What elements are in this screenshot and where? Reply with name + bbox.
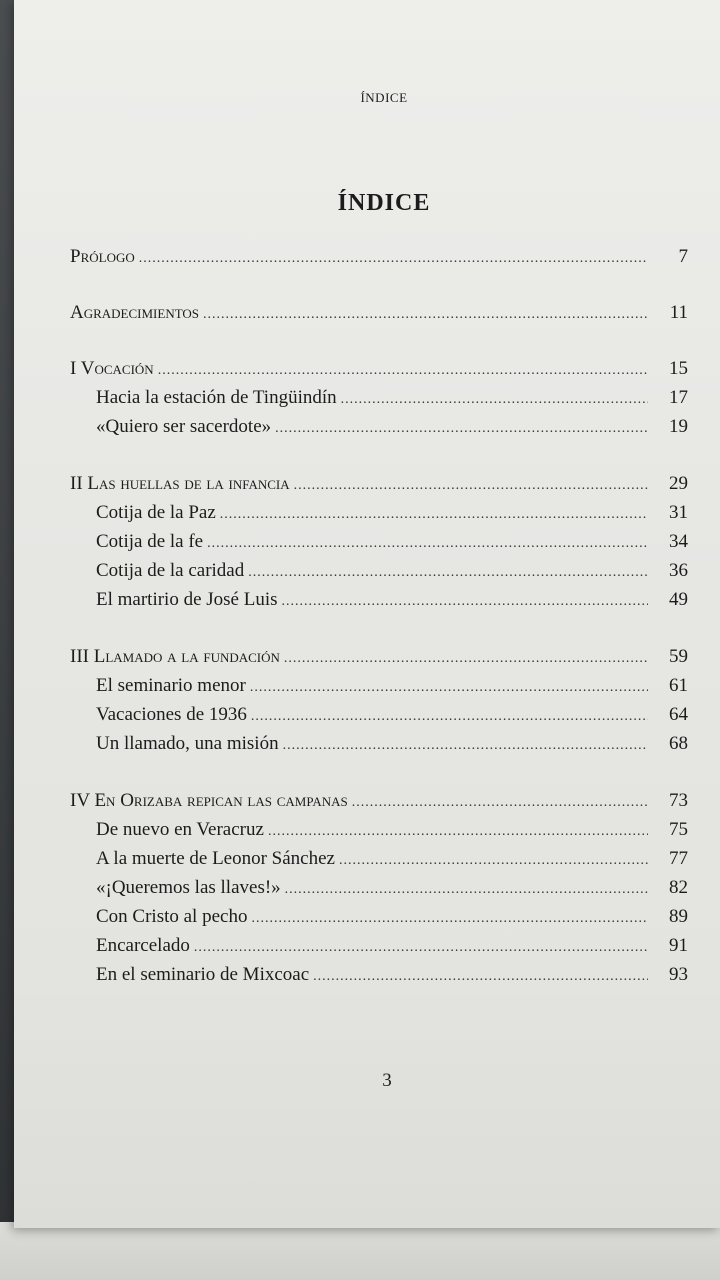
toc-entry-label: El seminario menor <box>96 675 246 696</box>
toc-entry <box>96 904 688 932</box>
toc-entry <box>96 933 688 961</box>
toc-entry-label: I Vocación <box>70 358 154 379</box>
toc-entry-label: «¡Queremos las llaves!» <box>96 877 281 898</box>
toc-entry-label: IV En Orizaba repican las campanas <box>70 790 348 811</box>
toc-entry-page: 7 <box>678 246 688 267</box>
toc-leader-dots <box>284 646 648 672</box>
toc-leader-dots <box>248 560 648 586</box>
toc-leader-dots <box>275 416 648 442</box>
toc-entry-page: 11 <box>669 302 688 323</box>
toc-entry <box>96 731 688 759</box>
toc-entry-label: «Quiero ser sacerdote» <box>96 416 272 437</box>
toc-entry-label: De nuevo en Veracruz <box>96 819 264 840</box>
toc-entry-label: Con Cristo al pecho <box>96 906 248 927</box>
toc-entry-label: En el seminario de Mixcoac <box>96 964 310 985</box>
toc-entry <box>96 385 688 413</box>
page-number: 3 <box>382 1070 392 1091</box>
toc-entry-label: Prólogo <box>70 246 135 267</box>
toc-entry-page: 29 <box>669 473 688 494</box>
toc-entry-page: 93 <box>669 964 688 985</box>
toc-entry <box>96 529 688 557</box>
toc-entry-page: 49 <box>669 589 688 610</box>
toc-leader-dots <box>207 531 648 557</box>
toc-entry-page: 15 <box>669 358 688 379</box>
toc-entry-label: Encarcelado <box>96 935 190 956</box>
toc-entry-page: 68 <box>669 733 688 754</box>
toc-entry <box>70 471 688 499</box>
toc-leader-dots <box>339 848 648 874</box>
toc-entry <box>96 846 688 874</box>
toc-entry-label: III Llamado a la fundación <box>70 646 280 667</box>
toc-leader-dots <box>139 246 648 272</box>
toc-entry-page: 77 <box>669 848 688 869</box>
toc-entry <box>70 644 688 672</box>
toc-entry <box>96 414 688 442</box>
toc-entry-page: 73 <box>669 790 688 811</box>
toc-entry-label: Hacia la estación de Tingüindín <box>96 387 337 408</box>
toc-leader-dots <box>158 358 648 384</box>
running-head: ÍNDICE <box>360 90 408 105</box>
toc-leader-dots <box>282 589 648 615</box>
toc-entry-label: Vacaciones de 1936 <box>96 704 247 725</box>
toc-entry <box>96 875 688 903</box>
toc-leader-dots <box>251 906 648 932</box>
toc-entry <box>96 702 688 730</box>
toc-leader-dots <box>352 790 648 816</box>
toc-entry-label: Agradecimientos <box>70 302 200 323</box>
toc-entry-label: Cotija de la fe <box>96 531 204 552</box>
toc-entry <box>96 558 688 586</box>
toc-leader-dots <box>194 935 648 961</box>
toc-entry-page: 36 <box>669 560 688 581</box>
toc-entry-page: 17 <box>669 387 688 408</box>
toc-entry <box>70 300 688 328</box>
book-page <box>14 0 720 1228</box>
toc-leader-dots <box>268 819 648 845</box>
toc-entry-label: Un llamado, una misión <box>96 733 279 754</box>
toc-leader-dots <box>285 877 648 903</box>
toc-leader-dots <box>313 964 648 990</box>
toc-entry <box>70 788 688 816</box>
toc-leader-dots <box>251 704 648 730</box>
toc-leader-dots <box>250 675 648 701</box>
toc-entry-page: 31 <box>669 502 688 523</box>
toc-entry <box>96 817 688 845</box>
toc-entry-label: Cotija de la caridad <box>96 560 245 581</box>
toc-entry-page: 19 <box>669 416 688 437</box>
toc-entry-page: 59 <box>669 646 688 667</box>
toc-leader-dots <box>283 733 648 759</box>
toc-leader-dots <box>203 302 648 328</box>
toc-entry-page: 91 <box>669 935 688 956</box>
toc-entry-page: 89 <box>669 906 688 927</box>
toc-entry-label: II Las huellas de la infancia <box>70 473 290 494</box>
toc-entry <box>70 356 688 384</box>
toc-entry-label: El martirio de José Luis <box>96 589 278 610</box>
toc-entry <box>70 244 688 272</box>
toc-entry-page: 64 <box>669 704 688 725</box>
toc-entry <box>96 673 688 701</box>
toc-entry-page: 34 <box>669 531 688 552</box>
toc-leader-dots <box>220 502 648 528</box>
toc-entry <box>96 962 688 990</box>
toc-entry <box>96 500 688 528</box>
toc-entry-page: 61 <box>669 675 688 696</box>
page-bottom-edge <box>0 1222 720 1280</box>
toc-leader-dots <box>294 473 648 499</box>
toc-entry-label: Cotija de la Paz <box>96 502 216 523</box>
table-of-contents <box>14 0 720 1228</box>
page-title: ÍNDICE <box>337 190 431 216</box>
toc-entry-page: 82 <box>669 877 688 898</box>
toc-leader-dots <box>341 387 648 413</box>
toc-entry-label: A la muerte de Leonor Sánchez <box>96 848 335 869</box>
toc-entry-page: 75 <box>669 819 688 840</box>
toc-entry <box>96 587 688 615</box>
